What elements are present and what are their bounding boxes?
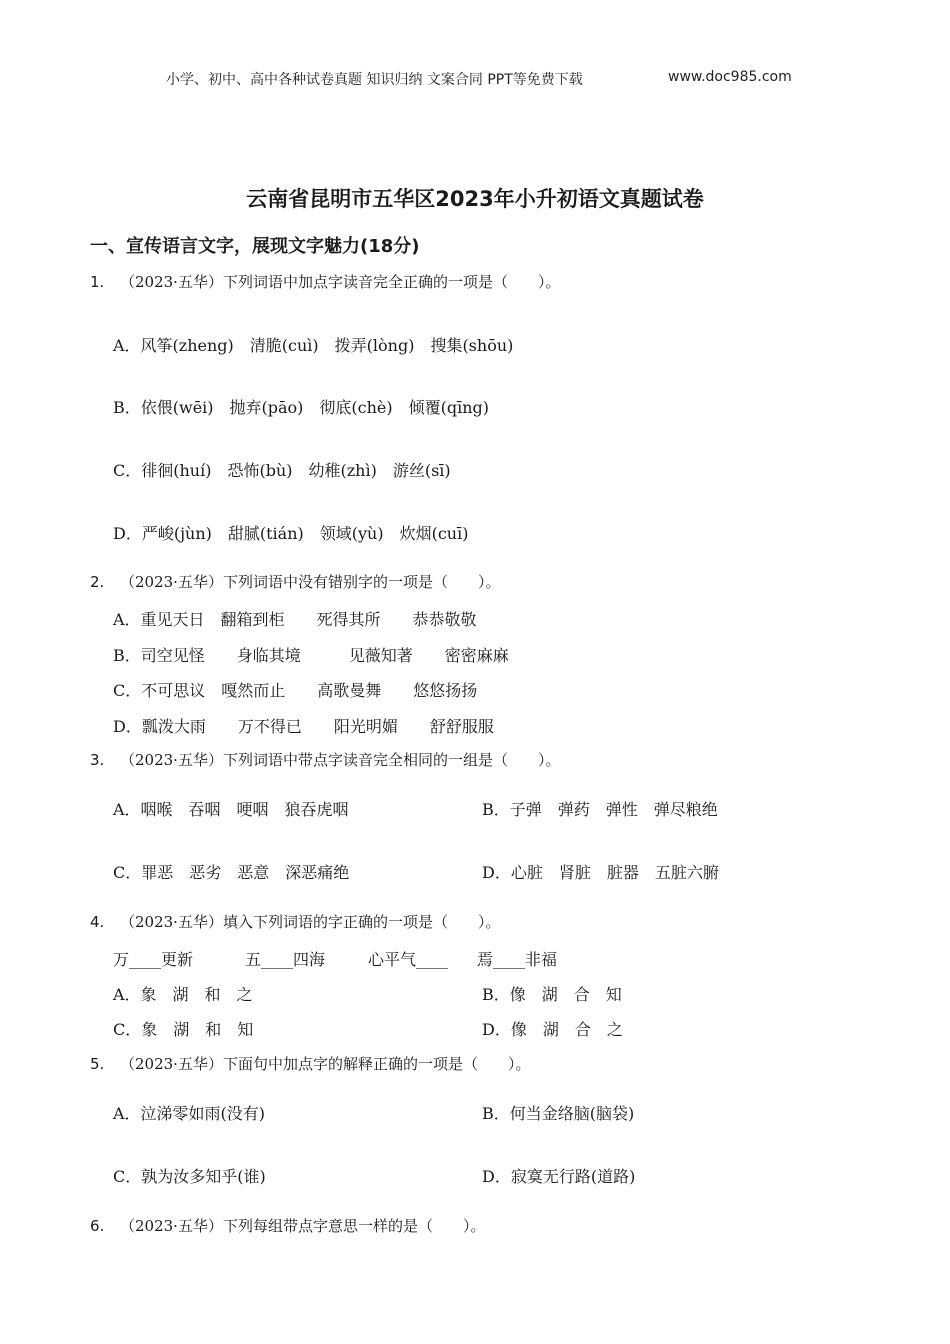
q3-option-d: D．心脏 肾脏 脏器 五脏六腑 (482, 863, 719, 882)
header-text: 小学、初中、高中各种试卷真题 知识归纳 文案合同 PPT等免费下载 (166, 72, 583, 88)
question-text: （2023·五华）下列词语中带点字读音完全相同的一组是（ ）。 (120, 751, 561, 769)
question-number: 4. (90, 913, 105, 931)
q4-blank-1: 万____更新 (113, 950, 194, 969)
question-text: （2023·五华）下列词语中没有错别字的一项是（ ）。 (120, 573, 501, 591)
question-4 (90, 911, 500, 932)
question-number: 1. (90, 273, 105, 291)
page-title: 云南省昆明市五华区2023年小升初语文真题试卷 (246, 187, 704, 211)
q4-option-b: B．像 湖 合 知 (482, 985, 622, 1004)
q5-option-a: A．泣涕零如雨(没有) (113, 1104, 266, 1123)
question-text: （2023·五华）填入下列词语的字正确的一项是（ ）。 (120, 913, 501, 931)
q5-option-c: C．孰为汝多知乎(谁) (113, 1167, 266, 1186)
question-2 (90, 571, 500, 592)
q4-blank-4: 焉____非福 (477, 950, 558, 969)
q3-option-b: B．子弹 弹药 弹性 弹尽粮绝 (482, 800, 718, 819)
q4-blank-3: 心平气____ (368, 950, 449, 969)
q2-option-a: A．重见天日 翻箱到柜 死得其所 恭恭敬敬 (113, 610, 477, 629)
q3-option-a: A．咽喉 吞咽 哽咽 狼吞虎咽 (113, 800, 349, 819)
question-6 (90, 1215, 485, 1236)
question-5 (90, 1053, 530, 1074)
question-text: （2023·五华）下列词语中加点字读音完全正确的一项是（ ）。 (120, 273, 561, 291)
header-url: www.doc985.com (668, 69, 792, 85)
q5-option-d: D．寂寞无行路(道路) (482, 1167, 636, 1186)
q4-option-d: D．像 湖 合 之 (482, 1020, 623, 1039)
q2-option-d: D．瓢泼大雨 万不得已 阳光明媚 舒舒服服 (113, 717, 494, 736)
question-1 (90, 271, 560, 292)
section-heading: 一、宣传语言文字，展现文字魅力(18分) (90, 236, 420, 257)
question-number: 2. (90, 573, 105, 591)
q1-option-a: A．风筝(zheng) 清脆(cuì) 拨弄(lòng) 搜集(shōu) (113, 336, 514, 355)
question-number: 6. (90, 1217, 105, 1235)
q4-option-c: C．象 湖 和 知 (113, 1020, 254, 1039)
question-text: （2023·五华）下面句中加点字的解释正确的一项是（ ）。 (120, 1055, 531, 1073)
q1-option-c: C．徘徊(huí) 恐怖(bù) 幼稚(zhì) 游丝(sī) (113, 461, 451, 480)
question-number: 3. (90, 751, 105, 769)
q3-option-c: C．罪恶 恶劣 恶意 深恶痛绝 (113, 863, 350, 882)
question-number: 5. (90, 1055, 105, 1073)
q2-option-c: C．不可思议 嘎然而止 高歌曼舞 悠悠扬扬 (113, 681, 478, 700)
q2-option-b: B．司空见怪 身临其境 见薇知著 密密麻麻 (113, 646, 509, 665)
q5-option-b: B．何当金络脑(脑袋) (482, 1104, 635, 1123)
q1-option-d: D．严峻(jùn) 甜腻(tián) 领域(yù) 炊烟(cuī) (113, 524, 469, 543)
question-text: （2023·五华）下列每组带点字意思一样的是（ ）。 (120, 1217, 486, 1235)
q4-blank-2: 五____四海 (245, 950, 326, 969)
question-3 (90, 749, 560, 770)
q4-option-a: A．象 湖 和 之 (113, 985, 253, 1004)
q1-option-b: B．依偎(wēi) 抛弃(pāo) 彻底(chè) 倾覆(qīng) (113, 398, 490, 417)
